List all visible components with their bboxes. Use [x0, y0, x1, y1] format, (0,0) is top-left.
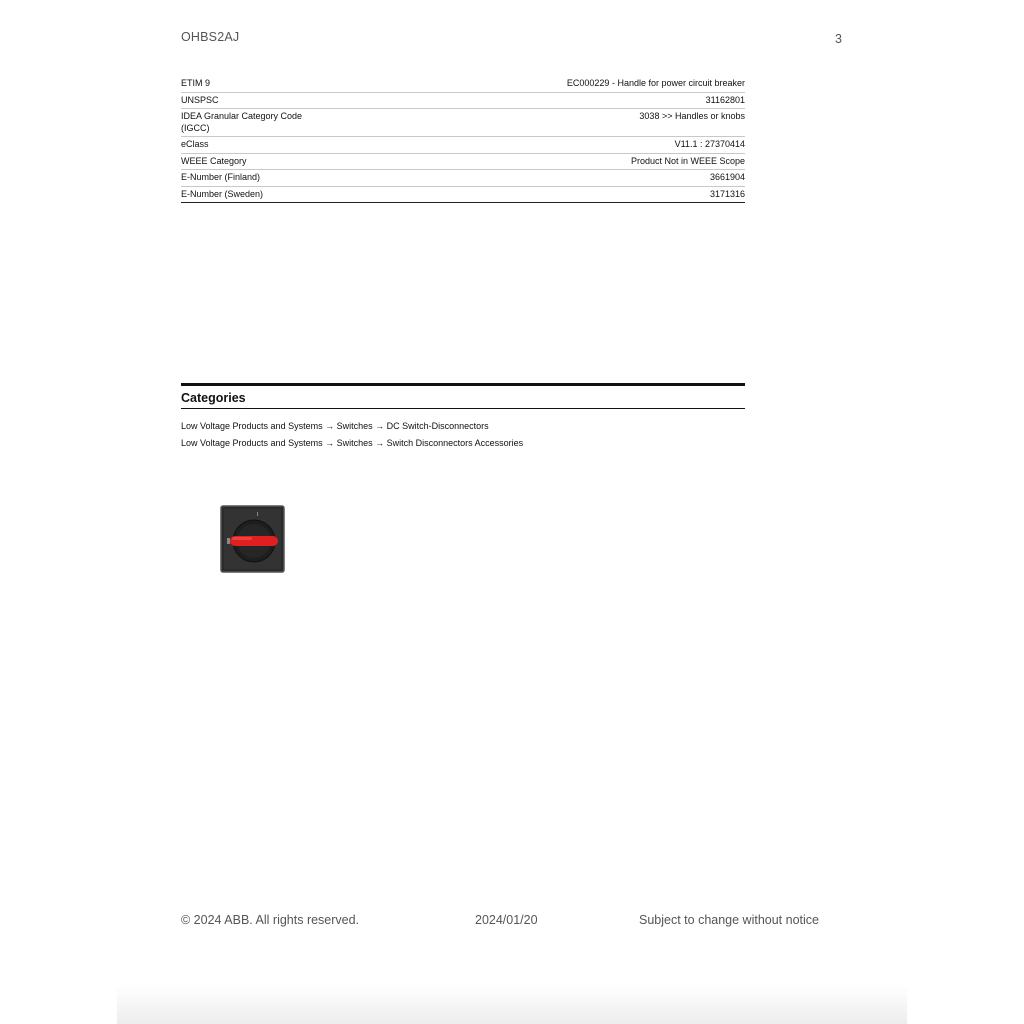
footer-date: 2024/01/20	[475, 913, 538, 927]
spec-key: UNSPSC	[181, 92, 321, 109]
table-row	[181, 137, 745, 154]
table-row	[181, 170, 745, 187]
category-path: Low Voltage Products and Systems → Switches → Switch Disconnectors Accessories	[181, 438, 524, 448]
table-row	[181, 109, 745, 137]
table-row	[181, 76, 745, 92]
section-divider	[181, 408, 745, 409]
spec-key: WEEE Category	[181, 153, 321, 170]
spec-value: 3171316	[321, 186, 745, 203]
spec-value: 31162801	[321, 92, 745, 109]
spec-key: E-Number (Finland)	[181, 170, 321, 187]
spec-value: EC000229 - Handle for power circuit breaker	[321, 76, 745, 92]
table-row	[181, 186, 745, 203]
spec-key: eClass	[181, 137, 321, 154]
table-row	[181, 92, 745, 109]
document-code: OHBS2AJ	[181, 30, 240, 44]
category-list	[181, 421, 745, 455]
category-path: Low Voltage Products and Systems → Switches → DC Switch-Disconnectors	[181, 421, 489, 431]
rotary-handle-image	[220, 505, 285, 573]
categories-heading: Categories	[181, 391, 246, 405]
spec-value: V11.1 : 27370414	[321, 137, 745, 154]
footer-copyright: © 2024 ABB. All rights reserved.	[181, 913, 360, 927]
specification-table	[181, 76, 745, 203]
spec-key: ETIM 9	[181, 76, 321, 92]
spec-key: E-Number (Sweden)	[181, 186, 321, 203]
footer-notice: Subject to change without notice	[639, 913, 819, 927]
page-number: 3	[835, 32, 842, 46]
spec-value: Product Not in WEEE Scope	[321, 153, 745, 170]
svg-text:I: I	[257, 512, 259, 518]
page-bottom-shadow	[117, 985, 907, 1024]
spec-key: IDEA Granular Category Code (IGCC)	[181, 109, 321, 137]
table-row	[181, 153, 745, 170]
categories-section	[181, 383, 745, 455]
spec-value: 3038 >> Handles or knobs	[321, 109, 745, 137]
spec-value: 3661904	[321, 170, 745, 187]
